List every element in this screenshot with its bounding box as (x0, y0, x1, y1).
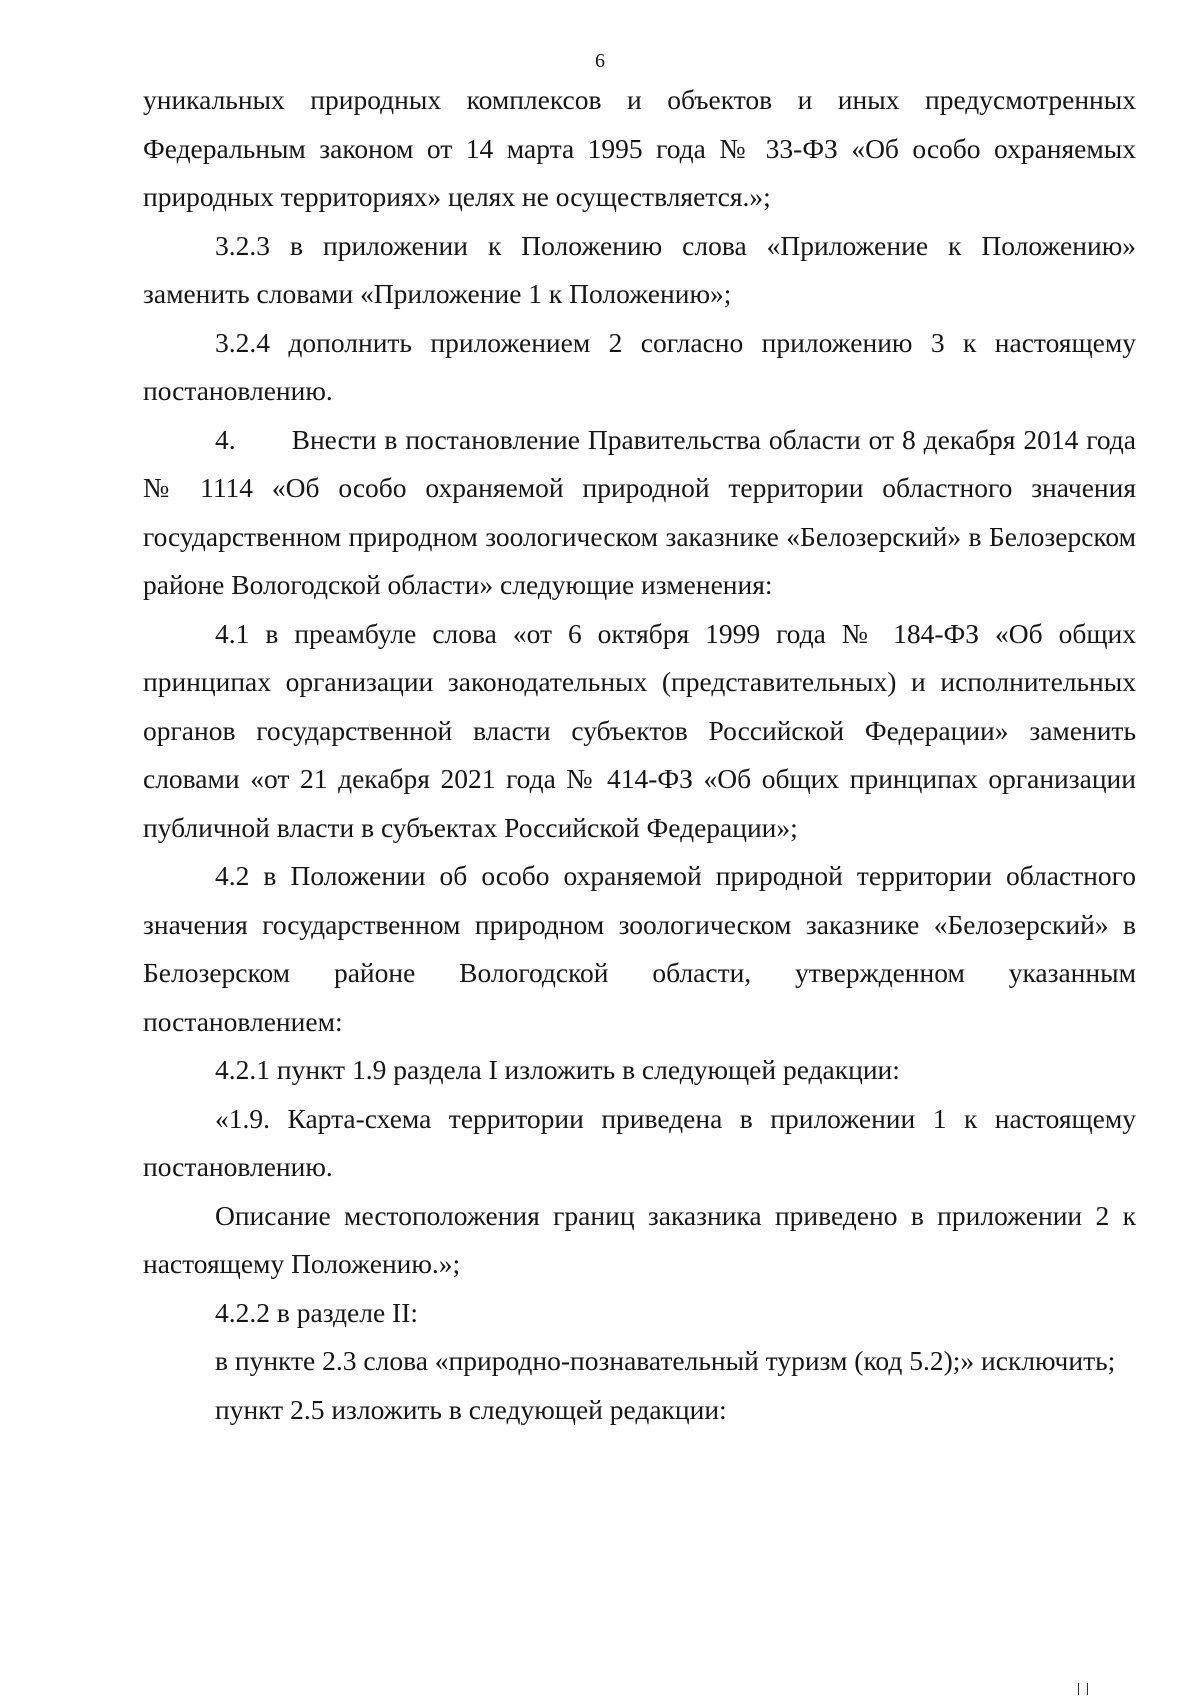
paragraph-1-9: «1.9. Карта-схема территории приведена в приложении 1 к настоящему постановлению. (143, 1102, 1136, 1182)
paragraph-4-2: 4.2 в Положении об особо охраняемой природной территории областного значения государственном природном зоологическом заказнике «Белозерский» в Белозерском районе Вологодской области, утвержденном указанным постановлением: (143, 860, 1136, 1037)
paragraph-continuation: уникальных природных комплексов и объектов и иных предусмотренных Федеральным законом от 14 марта 1995 года № 33-ФЗ «Об особо охраняемых природных территориях» целях не осуществляется.»; (143, 84, 1136, 212)
scan-corner-mark (1078, 1683, 1088, 1695)
paragraph-2-5: пункт 2.5 изложить в следующей редакции: (215, 1393, 727, 1425)
paragraph-opisanie: Описание местоположения границ заказника приведено в приложении 2 к настоящему Положению.»; (143, 1199, 1136, 1279)
paragraph-3-2-3: 3.2.3 в приложении к Положению слова «Приложение к Положению» заменить словами «Приложение 1 к Положению»; (143, 229, 1136, 309)
page-number: 6 (595, 50, 605, 72)
paragraph-3-2-4: 3.2.4 дополнить приложением 2 согласно приложению 3 к настоящему постановлению. (143, 326, 1136, 406)
item-4-text: Внести в постановление Правительства области от 8 декабря 2014 года № 1114 «Об особо охраняемой природной территории областного значения государственном природном зоологическом заказнике «Белозерский» в Белозерском районе Вологодской области» следующие изменения: (143, 423, 1136, 600)
paragraph-4-1: 4.1 в преамбуле слова «от 6 октября 1999 года № 184-ФЗ «Об общих принципах организации законодательных (представительных) и исполнительных органов государственной власти субъектов Российской Федерации» заменить словами «от 21 декабря 2021 года № 414-ФЗ «Об общих принципах организации публичной власти в субъектах Российской Федерации»; (143, 617, 1136, 843)
document-body (143, 76, 1136, 1434)
paragraph-2-3: в пункте 2.3 слова «природно-познавательный туризм (код 5.2);» исключить; (215, 1345, 1116, 1376)
paragraph-item-4 (143, 416, 1136, 610)
item-4-number: 4. (215, 423, 236, 455)
paragraph-4-2-1: 4.2.1 пункт 1.9 раздела I изложить в следующей редакции: (215, 1054, 900, 1085)
paragraph-4-2-2: 4.2.2 в разделе II: (215, 1296, 419, 1328)
